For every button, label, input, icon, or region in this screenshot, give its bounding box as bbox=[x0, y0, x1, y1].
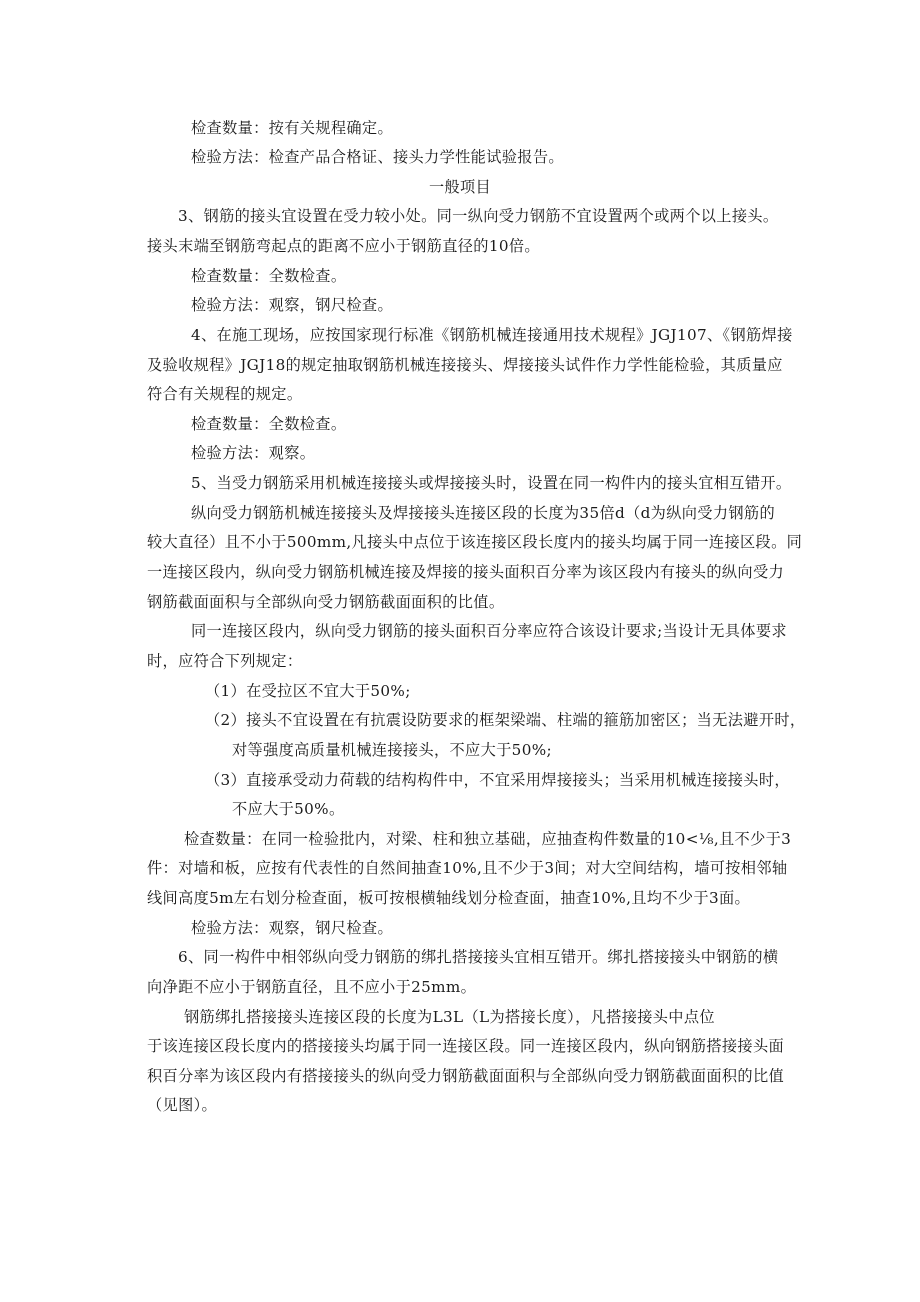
line-check-method-3: 检验方法：观察。 bbox=[191, 444, 316, 462]
line-check-quantity-4-line-1: 检查数量：在同一检验批内，对梁、柱和独立基础，应抽查构件数量的10<⅛,且不少于3 bbox=[184, 830, 792, 848]
rule-2-line-2: 对等强度高质量机械连接接头，不应大于50%; bbox=[232, 741, 552, 759]
item-6-para-1-line-2: 于该连接区段长度内的搭接接头均属于同一连接区段。同一连接区段内，纵向钢筋搭接接头面 bbox=[147, 1037, 785, 1055]
rule-2-line-1: （2）接头不宜设置在有抗震设防要求的框架梁端、柱端的箍筋加密区；当无法避开时， bbox=[205, 711, 806, 729]
item-6-line-2: 向净距不应小于钢筋直径，且不应小于25mm。 bbox=[147, 978, 477, 996]
item-6-para-1-line-1: 钢筋绑扎搭接接头连接区段的长度为L3L（L为搭接长度），凡搭接接头中点位 bbox=[184, 1008, 715, 1026]
section-heading-general-items: 一般项目 bbox=[428, 178, 492, 196]
item-5-para-1-line-2: 较大直径）且不小于500mm,凡接头中点位于该连接区段长度内的接头均属于同一连接区段。同 bbox=[147, 533, 803, 551]
item-4-line-1: 4、在施工现场，应按国家现行标准《钢筋机械连接通用技术规程》JGJ107、《钢筋焊接 bbox=[191, 326, 793, 344]
line-check-quantity-4-line-2: 件：对墙和板，应按有代表性的自然间抽查10%,且不少于3间；对大空间结构，墙可按相邻轴 bbox=[147, 859, 788, 877]
item-6-para-1-line-3: 积百分率为该区段内有搭接接头的纵向受力钢筋截面面积与全部纵向受力钢筋截面面积的比值 bbox=[147, 1067, 785, 1085]
line-check-quantity-4-line-3: 线间高度5m左右划分检查面，板可按根横轴线划分检查面，抽查10%,且均不少于3面。 bbox=[147, 889, 751, 907]
item-6-para-1-line-4: （见图）。 bbox=[147, 1096, 218, 1114]
item-5-para-2-line-1: 同一连接区段内，纵向受力钢筋的接头面积百分率应符合该设计要求;当设计无具体要求 bbox=[191, 622, 787, 640]
item-5-para-2-line-2: 时，应符合下列规定： bbox=[147, 652, 303, 670]
line-check-method-1: 检验方法：检查产品合格证、接头力学性能试验报告。 bbox=[191, 148, 564, 166]
rule-3-line-2: 不应大于50%。 bbox=[232, 800, 345, 818]
item-6-line-1: 6、同一构件中相邻纵向受力钢筋的绑扎搭接接头宜相互错开。绑扎搭接接头中钢筋的横 bbox=[178, 948, 779, 966]
item-5-para-1-line-1: 纵向受力钢筋机械连接接头及焊接接头连接区段的长度为35倍d（d为纵向受力钢筋的 bbox=[191, 504, 775, 522]
line-check-quantity-1: 检查数量：按有关规程确定。 bbox=[191, 119, 393, 137]
item-4-line-3: 符合有关规程的规定。 bbox=[147, 385, 303, 403]
item-4-line-2: 及验收规程》JGJ18的规定抽取钢筋机械连接接头、焊接接头试件作力学性能检验，其质量应 bbox=[147, 356, 783, 374]
rule-3-line-1: （3）直接承受动力荷载的结构构件中，不宜采用焊接接头；当采用机械连接接头时， bbox=[205, 771, 790, 789]
item-5-line-1: 5、当受力钢筋采用机械连接接头或焊接接头时，设置在同一构件内的接头宜相互错开。 bbox=[191, 474, 792, 492]
line-check-quantity-2: 检查数量：全数检查。 bbox=[191, 267, 347, 285]
item-3-line-2: 接头末端至钢筋弯起点的距离不应小于钢筋直径的10倍。 bbox=[147, 237, 540, 255]
item-5-para-1-line-4: 钢筋截面面积与全部纵向受力钢筋截面面积的比值。 bbox=[147, 593, 505, 611]
rule-1: （1）在受拉区不宜大于50%; bbox=[205, 682, 411, 700]
item-5-para-1-line-3: 一连接区段内，纵向受力钢筋机械连接及焊接的接头面积百分率为该区段内有接头的纵向受力 bbox=[147, 563, 785, 581]
line-check-quantity-3: 检查数量：全数检查。 bbox=[191, 415, 347, 433]
line-check-method-4: 检验方法：观察，钢尺检查。 bbox=[191, 919, 393, 937]
line-check-method-2: 检验方法：观察，钢尺检查。 bbox=[191, 296, 393, 314]
item-3-line-1: 3、钢筋的接头宜设置在受力较小处。同一纵向受力钢筋不宜设置两个或两个以上接头。 bbox=[178, 207, 779, 225]
